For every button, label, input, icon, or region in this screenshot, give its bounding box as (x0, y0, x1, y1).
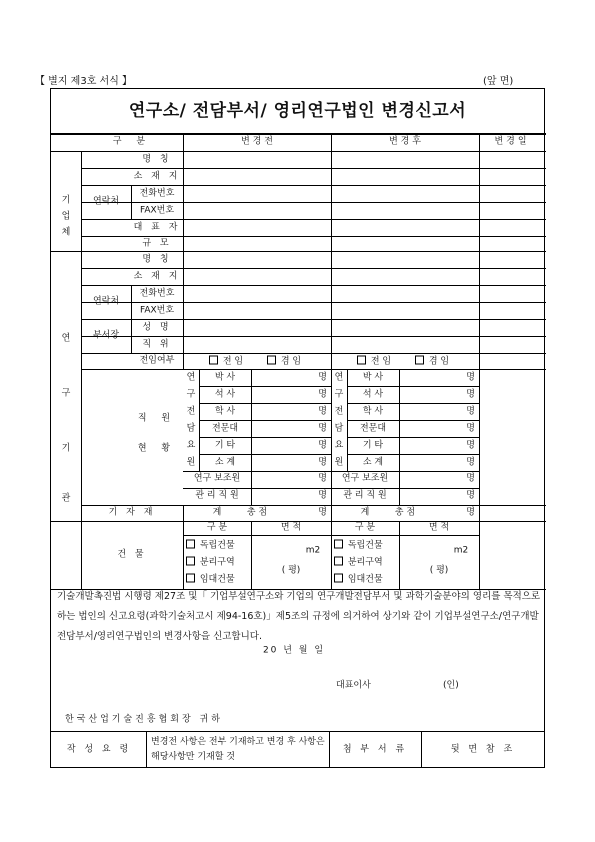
fulltime-option-after[interactable]: 전 임 (357, 356, 391, 367)
staff-unit: 명 (318, 372, 327, 383)
institute-fax-label: FAX번호 (139, 305, 175, 316)
company-phone-label: 전화번호 (139, 188, 175, 199)
bld-area-label: 면 적 (280, 522, 302, 533)
staff-unit: 명 (318, 423, 327, 434)
company-address-label: 소 재 지 (133, 171, 181, 182)
institute-section-char: 기 (61, 443, 71, 454)
staff-unit: 명 (318, 507, 327, 518)
staff-row-label: 전문대 (211, 423, 239, 434)
staff-row-label: 소 계 (362, 457, 384, 468)
form-title: 연구소/ 전담부서/ 영리연구법인 변경신고서 (128, 101, 467, 121)
staff-unit: 명 (466, 507, 475, 518)
checkbox-icon[interactable] (186, 557, 195, 566)
institute-contact-label: 연락처 (92, 296, 120, 307)
head-position-label: 직 위 (142, 339, 172, 350)
staff-unit: 명 (466, 490, 475, 501)
equipment-total-before: 총 점 (246, 507, 268, 518)
building-option-after[interactable]: 임대건물 (334, 574, 383, 585)
area-pyeong: ( 평) (429, 565, 449, 576)
checkbox-icon[interactable] (186, 574, 195, 583)
change-report-form (50, 88, 545, 732)
researcher-vertical-char: 담 (186, 423, 196, 434)
parttime-option-after[interactable]: 겸 임 (415, 356, 449, 367)
assistant-label: 연구 보조원 (341, 473, 389, 484)
researcher-vertical-char: 전 (186, 406, 196, 417)
staff-unit: 명 (466, 473, 475, 484)
area-unit: m2 (453, 545, 469, 556)
institute-address-label: 소 재 지 (133, 271, 181, 282)
checkbox-icon[interactable] (334, 574, 343, 583)
researcher-vertical-char: 전 (334, 406, 344, 417)
checkbox-icon[interactable] (186, 540, 195, 549)
area-pyeong: ( 평) (281, 565, 301, 576)
checkbox-icon[interactable] (357, 356, 366, 365)
column-category: 구 분 (112, 136, 152, 147)
institute-section-char: 연 (61, 333, 71, 344)
area-unit: m2 (305, 545, 321, 556)
assistant-label: 연구 보조원 (193, 473, 241, 484)
company-section-char: 체 (61, 227, 71, 238)
company-scale-label: 규 모 (142, 238, 172, 249)
staff-label: 직 원 (137, 413, 177, 424)
building-label: 건 물 (117, 549, 147, 560)
researcher-vertical-char: 구 (334, 389, 344, 400)
back-reference: 뒷 면 참 조 (450, 744, 516, 755)
staff-row-label: 소 계 (214, 457, 236, 468)
company-name-label: 명 칭 (142, 154, 172, 165)
staff-unit: 명 (318, 457, 327, 468)
company-fax-label: FAX번호 (139, 205, 175, 216)
researcher-vertical-char: 요 (186, 440, 196, 451)
institute-section-char: 구 (61, 388, 71, 399)
fulltime-option-before[interactable]: 전 임 (209, 356, 243, 367)
column-after: 변 경 후 (389, 136, 421, 147)
researcher-vertical-char: 담 (334, 423, 344, 434)
building-option-after[interactable]: 분리구역 (334, 557, 383, 568)
staff-unit: 명 (318, 406, 327, 417)
institute-section-char: 관 (61, 493, 71, 504)
researcher-vertical-char: 연 (334, 372, 344, 383)
column-before: 변 경 전 (241, 136, 273, 147)
staff-unit: 명 (466, 406, 475, 417)
staff-row-label: 기 타 (214, 440, 236, 451)
seal-mark: (인) (443, 680, 459, 691)
head-name-label: 성 명 (142, 322, 172, 333)
company-ceo-label: 대 표 자 (133, 222, 181, 233)
statement-text: 기술개발촉진법 시행령 제27조 및「 기업부설연구소와 기업의 연구개발전담부서 및 과학기술분야의 영리를 목적으로 하는 법인의 신고요령(과학기술처고시 제94-16호)」제5조의 규정에 의거하여 상기와 같이 기업부설연구소/연구개발전담부서/영리연구법인의 변경사항을 신고합니다. (57, 591, 541, 642)
checkbox-icon[interactable] (334, 557, 343, 566)
date-line[interactable]: 20 년 월 일 (262, 645, 326, 656)
researcher-vertical-char: 요 (334, 440, 344, 451)
company-section-char: 업 (61, 211, 71, 222)
staff-unit: 명 (318, 389, 327, 400)
staff-row-label: 전문대 (359, 423, 387, 434)
staff-row-label: 석 사 (362, 389, 384, 400)
researcher-vertical-char: 원 (186, 457, 196, 468)
researcher-vertical-char: 구 (186, 389, 196, 400)
admin-staff-label: 관 리 직 원 (343, 490, 387, 501)
bld-area-label: 면 적 (428, 522, 450, 533)
staff-unit: 명 (466, 457, 475, 468)
checkbox-icon[interactable] (334, 540, 343, 549)
checkbox-icon[interactable] (267, 356, 276, 365)
institute-head-label: 부서장 (92, 330, 120, 341)
checkbox-icon[interactable] (415, 356, 424, 365)
company-contact-label: 연락처 (92, 196, 120, 207)
staff-row-label: 박 사 (362, 372, 384, 383)
staff-row-label: 박 사 (214, 372, 236, 383)
equipment-label: 기 자 재 (108, 507, 156, 518)
fulltime-label: 전임여부 (139, 355, 175, 366)
total-label: 계 (360, 507, 370, 518)
footer-table (50, 732, 545, 768)
staff-unit: 명 (318, 440, 327, 451)
building-option-before[interactable]: 임대건물 (186, 574, 235, 585)
staff-row-label: 학 사 (362, 406, 384, 417)
signer-label: 대표이사 (336, 680, 371, 691)
guide-text: 변경전 사항은 전부 기재하고 변경 후 사항은 해당사항만 기재할 것 (151, 737, 325, 762)
staff-unit: 명 (466, 423, 475, 434)
staff-status-label: 현 황 (137, 443, 177, 454)
bld-category-label: 구 분 (206, 522, 228, 533)
column-change-date: 변경일 (494, 136, 530, 147)
building-option-after[interactable]: 독립건물 (334, 540, 383, 551)
checkbox-icon[interactable] (209, 356, 218, 365)
parttime-option-before[interactable]: 겸 임 (267, 356, 301, 367)
researcher-vertical-char: 연 (186, 372, 196, 383)
institute-phone-label: 전화번호 (139, 288, 175, 299)
staff-unit: 명 (318, 473, 327, 484)
attach-label: 첨 부 서 류 (342, 744, 408, 755)
building-option-before[interactable]: 분리구역 (186, 557, 235, 568)
bld-category-label: 구 분 (354, 522, 376, 533)
staff-unit: 명 (466, 389, 475, 400)
staff-unit: 명 (466, 372, 475, 383)
equipment-total-after: 총 점 (394, 507, 416, 518)
building-option-before[interactable]: 독립건물 (186, 540, 235, 551)
staff-unit: 명 (318, 490, 327, 501)
recipient: 한국산업기술진흥협회장 귀하 (65, 714, 223, 725)
company-section-char: 기 (61, 195, 71, 206)
staff-row-label: 석 사 (214, 389, 236, 400)
guide-label: 작 성 요 령 (66, 744, 132, 755)
total-label: 계 (212, 507, 222, 518)
staff-unit: 명 (466, 440, 475, 451)
researcher-vertical-char: 원 (334, 457, 344, 468)
institute-name-label: 명 칭 (142, 254, 172, 265)
staff-row-label: 기 타 (362, 440, 384, 451)
staff-row-label: 학 사 (214, 406, 236, 417)
page-side-label: (앞 면) (483, 76, 514, 87)
admin-staff-label: 관 리 직 원 (195, 490, 239, 501)
form-number: 【 별지 제3호 서식 】 (35, 76, 133, 87)
